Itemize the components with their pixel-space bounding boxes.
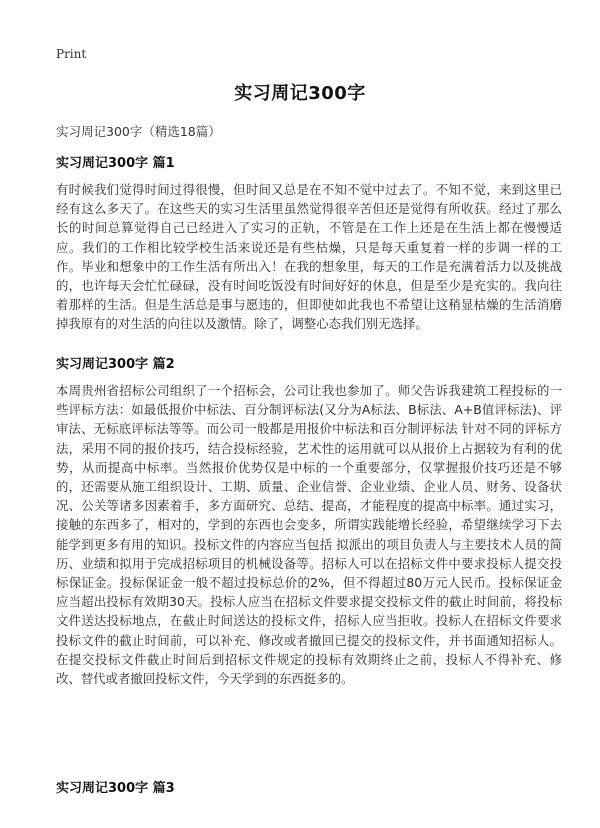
document-subtitle: 实习周记300字（精选18篇） [56, 124, 221, 139]
section-heading-2: 实习周记300字 篇2 [56, 357, 175, 372]
page-title: 实习周记300字 [234, 83, 366, 104]
section-body-2: 本周贵州省招标公司组织了一个招标会，公司让我也参加了。师父告诉我建筑工程投标的一些评标方法：如最低报价中标法、百分制评标法(又分为A标法、B标法、A+B值评标法)、评审法、无标底评标法等等。而公司一般都是用报价中标法和百分制评标法 针对不同的评标方法，采用不同的报价技巧，结合投标经验，艺术性的运用就可以从报价上占据较为有利的优势，从而提高中标率。当然报价优势仅是中标的一个重要部分，仅掌握报价技巧还是不够的，还需要从施工组织设计、工期、质量、企业信誉、企业业绩、企业人员、财务、设备状况、公关等诸多因素着手，多方面研究、总结、提高，才能程度的提高中标率。通过实习，接触的东西多了，相对的，学到的东西也会变多，所谓实践能增长经验，希望继续学习下去能学到更多有用的知识。投标文件的内容应当包括 拟派出的项目负责人与主要技术人员的简历、业绩和拟用于完成招标项目的机械设备等。招标人可以在招标文件中要求投标人提交投标保证金。投标保证金一般不超过投标总价的2%，但不得超过80万元人民币。投标保证金应当超出投标有效期30天。投标人应当在招标文件要求提交投标文件的截止时间前，将投标文件送达投标地点，在截止时间送达的投标文件，招标人应当拒收。投标人在招标文件要求投标文件的截止时间前，可以补充、修改或者撤回已提交的投标文件，并书面通知招标人。在提交投标文件截止时间后到招标文件规定的投标有效期终止之前，投标人不得补充、修改、替代或者撤回投标文件，今天学到的东西挺多的。 [56, 383, 562, 687]
print-link[interactable]: Print [56, 47, 87, 61]
section-heading-3: 实习周记300字 篇3 [56, 781, 175, 796]
section-heading-1: 实习周记300字 篇1 [56, 156, 175, 171]
section-body-1: 有时候我们觉得时间过得很慢，但时间又总是在不知不觉中过去了。不知不觉，来到这里已经有这么多天了。在这些天的实习生活里虽然觉得很辛苦但还是觉得有所收获。经过了那么长的时间总算觉得自己已经进入了实习的正轨，不管是在工作上还是在生活上都在慢慢适应。我们的工作相比较学校生活来说还是有些枯燥，只是每天重复着一样的步调一样的工作。毕业和想象中的工作生活有所出入！在我的想象里，每天的工作是充满着活力以及挑战的，也许每天会忙忙碌碌，没有时间吃饭没有时间好好的休息，但是至少是充实的。我向往着那样的生活。但是生活总是事与愿违的，但即使如此我也不希望让这稍显枯燥的生活消磨掉我原有的对生活的向往以及激情。除了，调整心态我们别无选择。 [56, 182, 562, 332]
